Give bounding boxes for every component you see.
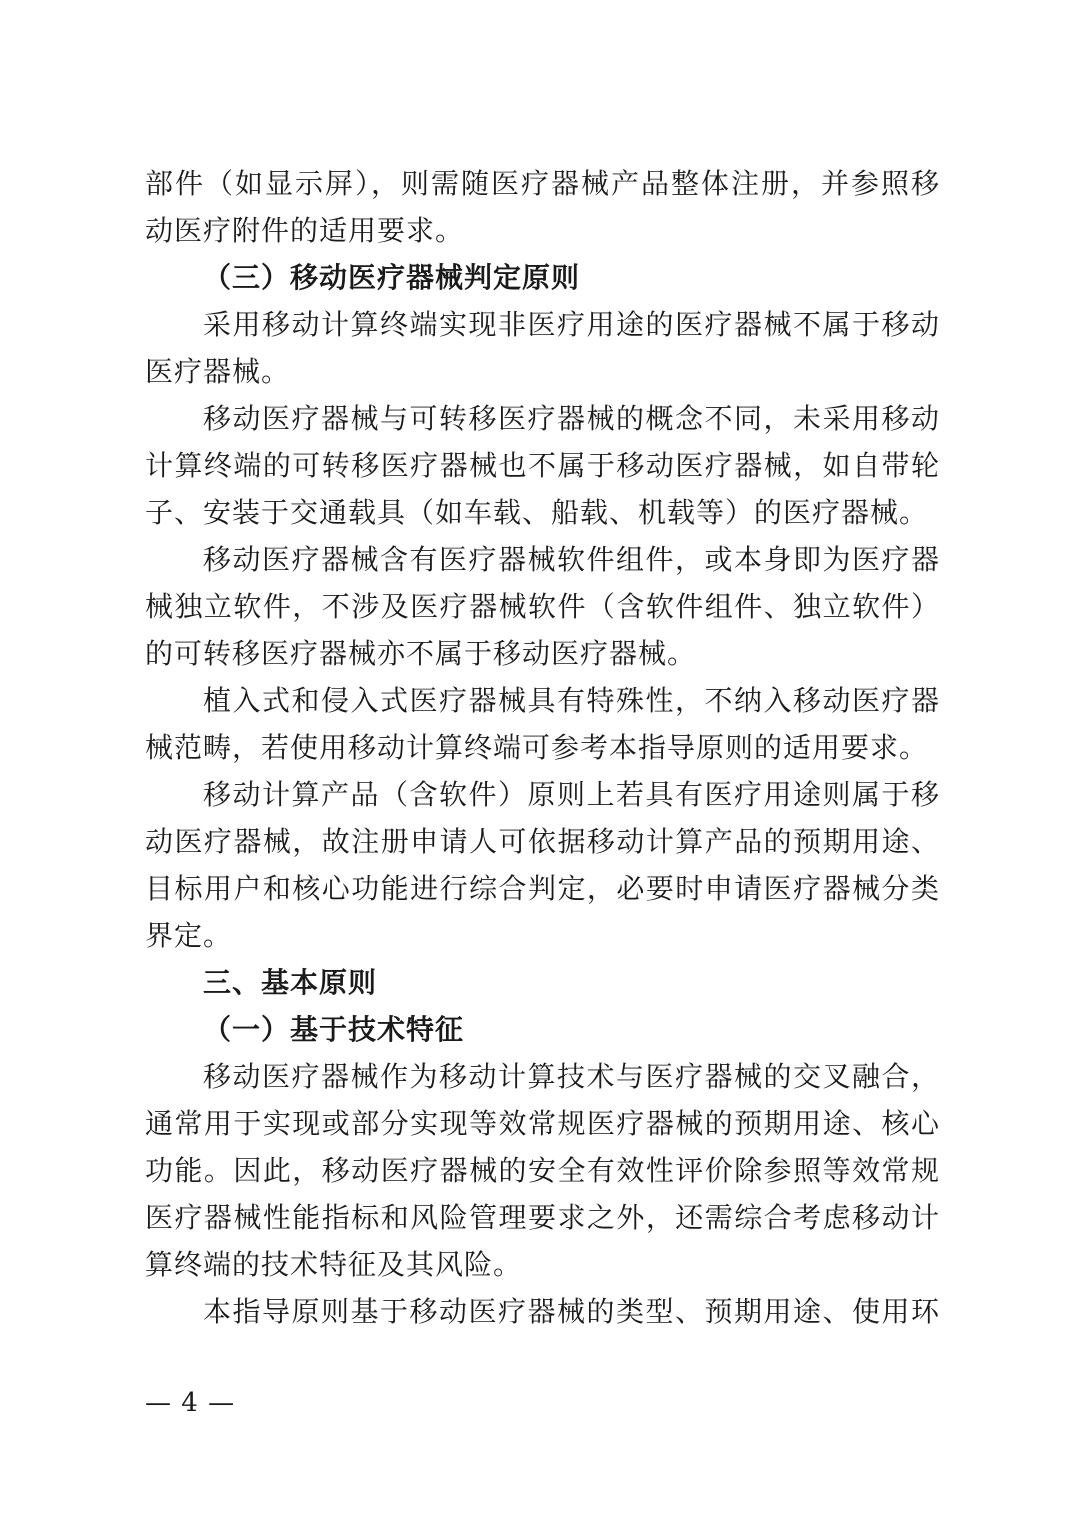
- page-number: — 4 —: [145, 1388, 236, 1418]
- text-line: 移动计算产品（含软件）原则上若具有医疗用途则属于移: [203, 778, 940, 811]
- text-line: 移动医疗器械与可转移医疗器械的概念不同，未采用移动: [203, 402, 940, 435]
- text-line: 医疗器械性能指标和风险管理要求之外，还需综合考虑移动计: [145, 1201, 940, 1234]
- text-line: 计算终端的可转移医疗器械也不属于移动医疗器械，如自带轮: [145, 449, 940, 482]
- text-line: 通常用于实现或部分实现等效常规医疗器械的预期用途、核心: [145, 1107, 940, 1140]
- text-line: 本指导原则基于移动医疗器械的类型、预期用途、使用环: [203, 1295, 940, 1328]
- text-line: 的可转移医疗器械亦不属于移动医疗器械。: [145, 637, 697, 670]
- section-subheading: （一）基于技术特征: [203, 1013, 465, 1046]
- text-line: 动医疗附件的适用要求。: [145, 214, 465, 247]
- section-heading: 三、基本原则: [203, 966, 378, 999]
- text-line: 医疗器械。: [145, 355, 291, 388]
- section-subheading: （三）移动医疗器械判定原则: [203, 261, 581, 294]
- text-line: 目标用户和核心功能进行综合判定，必要时申请医疗器械分类: [145, 872, 940, 905]
- text-line: 械独立软件，不涉及医疗器械软件（含软件组件、独立软件）: [145, 590, 940, 623]
- text-line: 动医疗器械，故注册申请人可依据移动计算产品的预期用途、: [145, 825, 940, 858]
- text-line: 子、安装于交通载具（如车载、船载、机载等）的医疗器械。: [145, 496, 929, 529]
- text-line: 械范畴，若使用移动计算终端可参考本指导原则的适用要求。: [145, 731, 929, 764]
- text-line: 部件（如显示屏），则需随医疗器械产品整体注册，并参照移: [145, 167, 940, 200]
- text-line: 移动医疗器械含有医疗器械软件组件，或本身即为医疗器: [203, 543, 940, 576]
- text-line: 植入式和侵入式医疗器械具有特殊性，不纳入移动医疗器: [203, 684, 940, 717]
- document-page: [145, 160, 940, 1335]
- text-line: 采用移动计算终端实现非医疗用途的医疗器械不属于移动: [203, 308, 940, 341]
- text-line: 算终端的技术特征及其风险。: [145, 1248, 523, 1281]
- text-line: 功能。因此，移动医疗器械的安全有效性评价除参照等效常规: [145, 1154, 940, 1187]
- text-line: 移动医疗器械作为移动计算技术与医疗器械的交叉融合，: [203, 1060, 940, 1093]
- text-line: 界定。: [145, 919, 233, 952]
